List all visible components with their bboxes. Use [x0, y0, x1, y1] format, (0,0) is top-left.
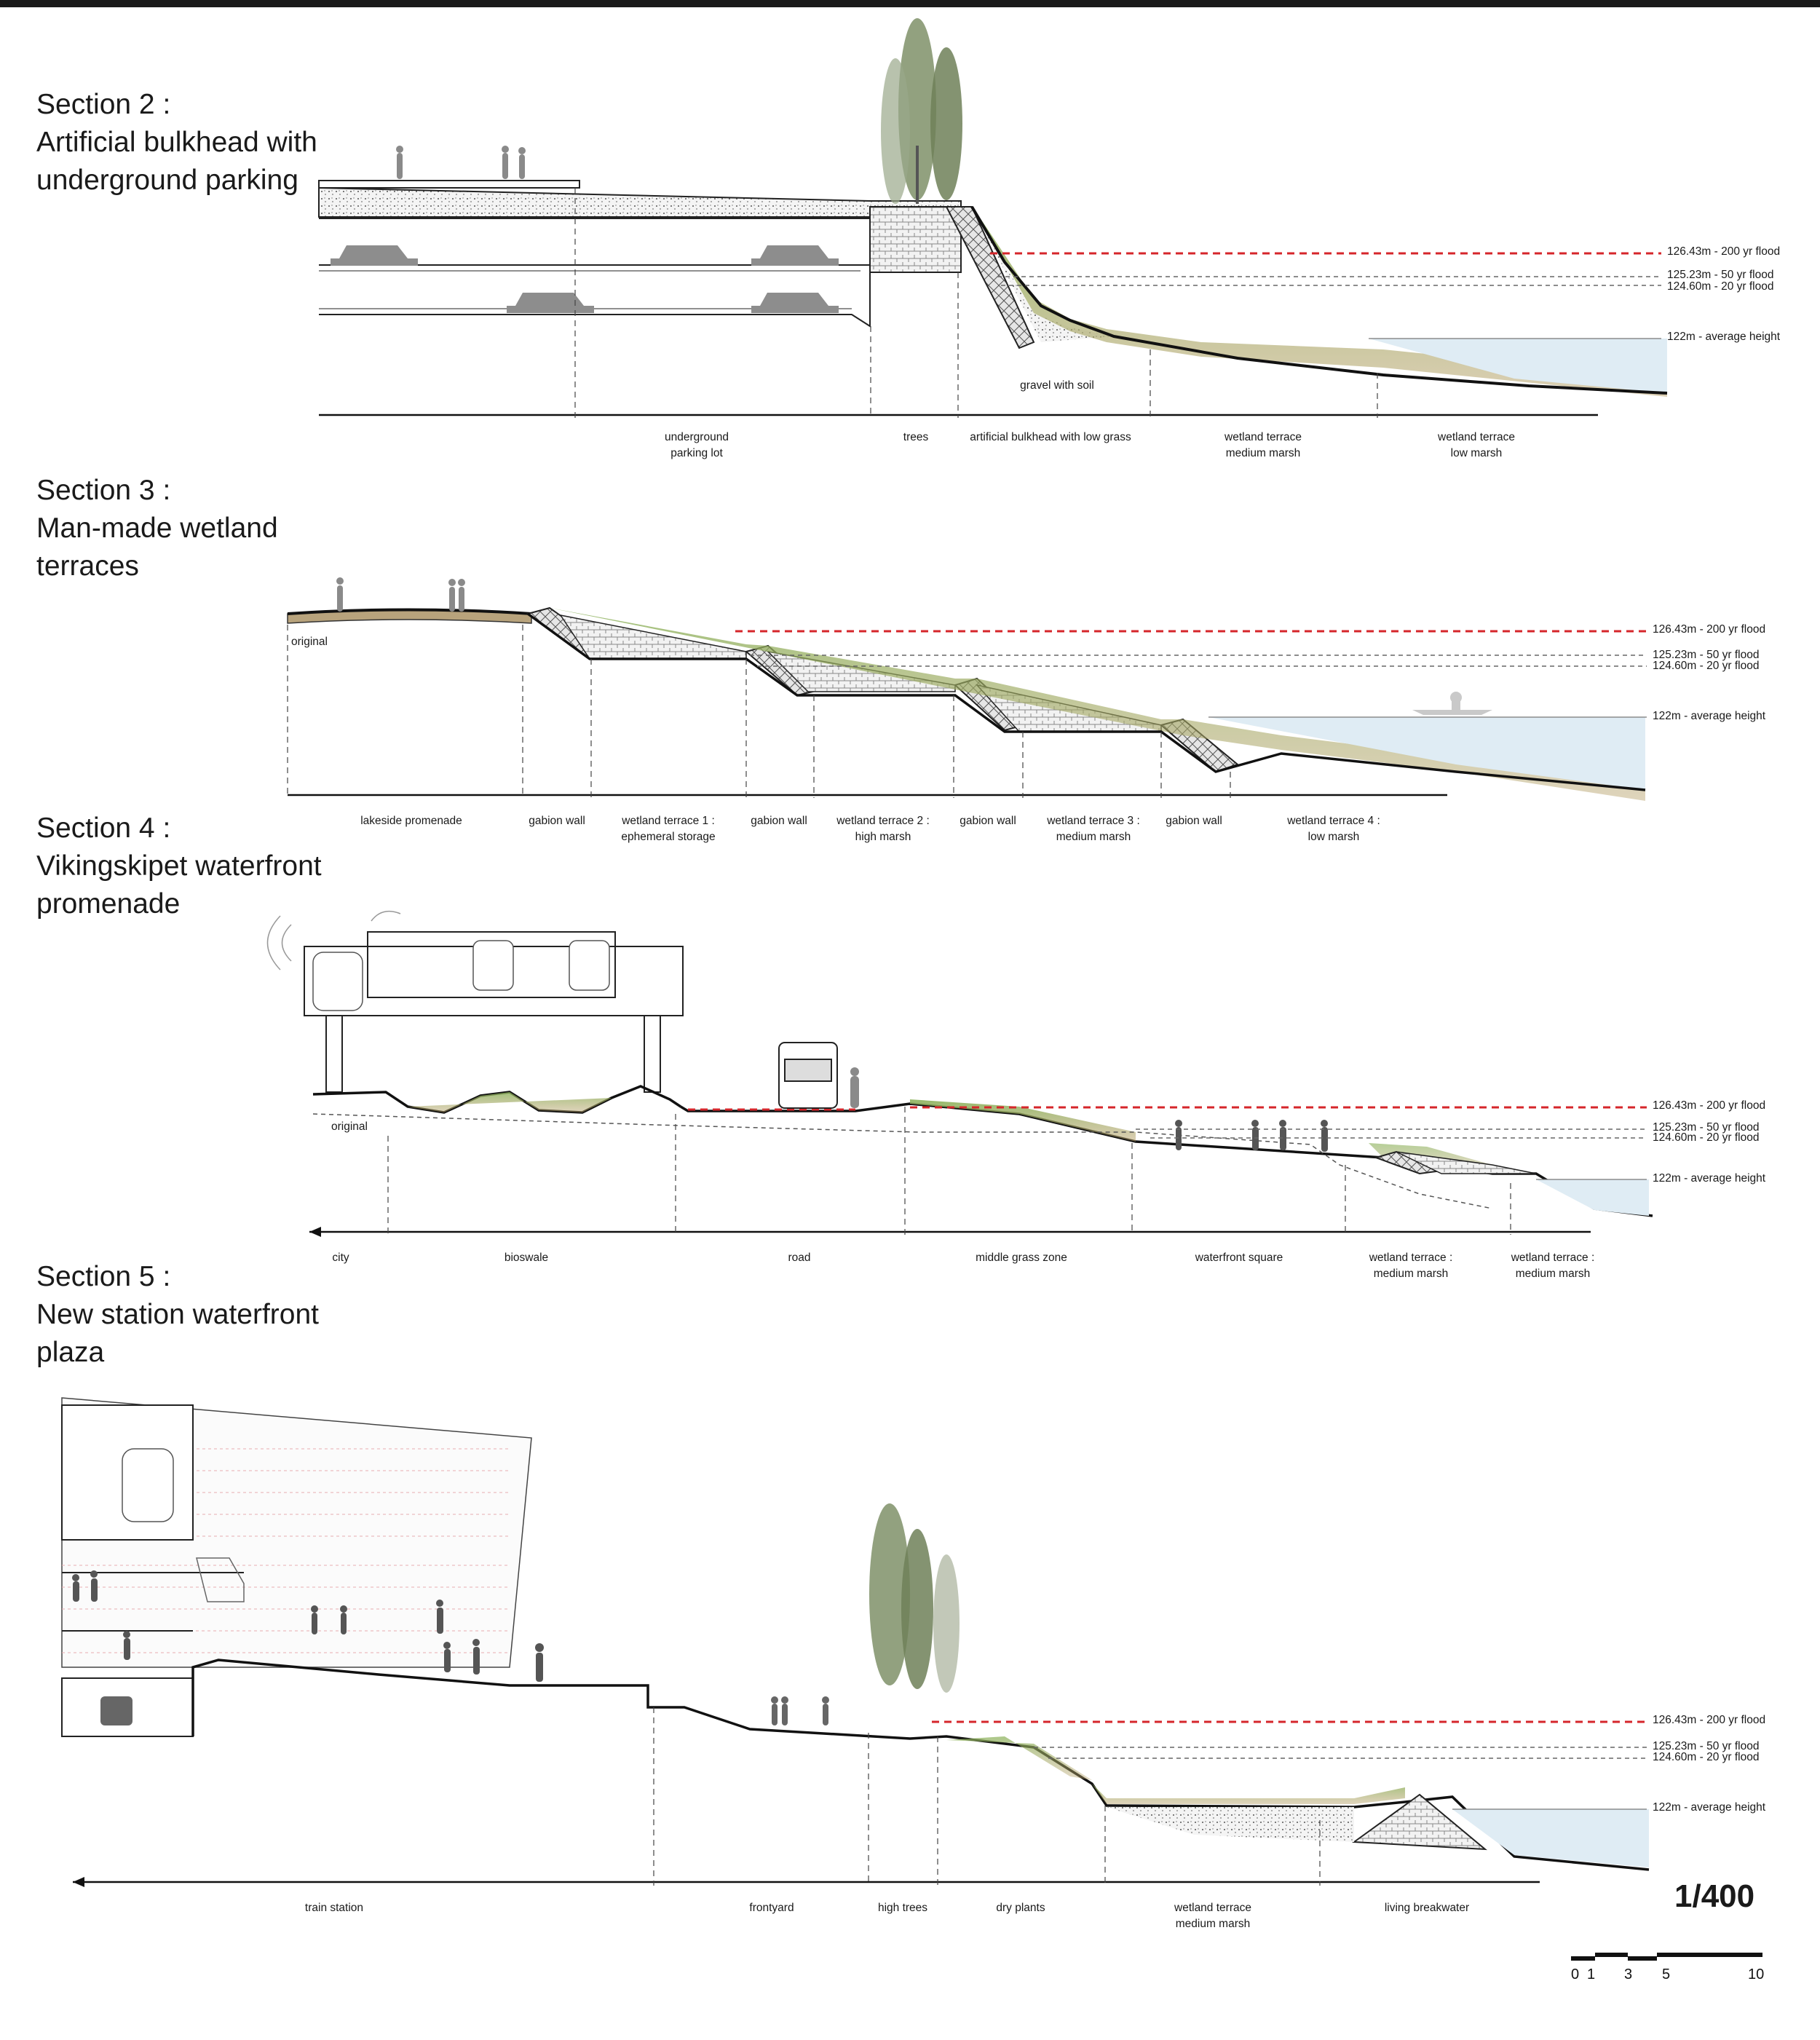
- zone-label: wetland terrace :: [1369, 1252, 1453, 1264]
- section-5-title: Section 5 : New station waterfront plaza: [36, 1261, 320, 1368]
- zone-label: wetland terrace: [1224, 431, 1302, 443]
- people-figures: [771, 1696, 829, 1725]
- zone-label: wetland terrace: [1174, 1902, 1251, 1914]
- dry-plants: [946, 1736, 1092, 1780]
- zone-label: lakeside promenade: [360, 815, 462, 827]
- zone-label: wetland terrace 1 :: [622, 815, 715, 827]
- flood-20-label: 124.60m - 20 yr flood: [1653, 1751, 1760, 1763]
- zone-label: wetland terrace 3 :: [1047, 815, 1140, 827]
- note-gravel: gravel with soil: [1020, 379, 1094, 392]
- zone-label: wetland terrace 2 :: [836, 815, 930, 827]
- zone-label: medium marsh: [1373, 1268, 1449, 1280]
- people-figures: [1175, 1120, 1328, 1152]
- scale-tick: 3: [1624, 1966, 1633, 1982]
- flood-20-label: 124.60m - 20 yr flood: [1653, 1131, 1760, 1144]
- flood-50-label: 125.23m - 50 yr flood: [1653, 649, 1760, 661]
- flood-50-label: 125.23m - 50 yr flood: [1653, 1740, 1760, 1752]
- section-4-title: Section 4 : Vikingskipet waterfront promenade: [36, 813, 322, 920]
- zone-label: dry plants: [996, 1902, 1045, 1914]
- flood-20-label: 124.60m - 20 yr flood: [1653, 660, 1760, 672]
- zone-label: trees: [903, 431, 929, 443]
- zone-label: high trees: [877, 1902, 928, 1914]
- zone-label: gabion wall: [960, 815, 1016, 827]
- zone-label: artificial bulkhead with low grass: [970, 431, 1131, 443]
- gabion-bulkhead: [946, 207, 1034, 348]
- zone-label: underground: [665, 431, 729, 443]
- section-3-drawing: [0, 553, 1820, 859]
- roof-terrace: [319, 181, 579, 188]
- flood-50-label: 125.23m - 50 yr flood: [1653, 1121, 1760, 1134]
- average-height-label: 122m - average height: [1667, 331, 1781, 343]
- pillar: [644, 1016, 660, 1092]
- zone-label: gabion wall: [529, 815, 585, 827]
- tree-icon: [869, 1503, 960, 1693]
- zone-label: low marsh: [1450, 447, 1503, 459]
- zone-label: gabion wall: [751, 815, 807, 827]
- zone-label: parking lot: [670, 447, 723, 459]
- water-body: [1452, 1809, 1649, 1867]
- section-2-drawing: [0, 0, 1820, 481]
- zone-label: frontyard: [749, 1902, 794, 1914]
- zone-label: road: [788, 1252, 811, 1264]
- arrow-left-icon: [309, 1227, 321, 1237]
- bus-icon: [779, 1043, 837, 1108]
- tree-icon: [881, 18, 962, 204]
- zone-label: high marsh: [855, 831, 911, 843]
- section-3-title: Section 3 : Man-made wetland terraces: [36, 475, 278, 582]
- zone-label: middle grass zone: [976, 1252, 1067, 1264]
- average-height-label: 122m - average height: [1653, 1172, 1766, 1185]
- scale-bar: [1571, 1953, 1764, 1982]
- flood-50-label: 125.23m - 50 yr flood: [1667, 269, 1774, 281]
- water-body: [1208, 717, 1645, 790]
- people-figures: [396, 146, 526, 179]
- zone-label: waterfront square: [1195, 1252, 1283, 1264]
- arrow-left-icon: [73, 1877, 84, 1887]
- zone-label: medium marsh: [1056, 831, 1131, 843]
- scale-ratio: 1/400: [1674, 1878, 1755, 1914]
- zone-label: medium marsh: [1515, 1268, 1591, 1280]
- section-2-title: Section 2 : Artificial bulkhead with underground parking: [36, 89, 317, 196]
- section-4-drawing: [0, 888, 1820, 1296]
- note-original: original: [291, 636, 328, 648]
- zone-label: medium marsh: [1175, 1918, 1251, 1930]
- zone-label: gabion wall: [1166, 815, 1222, 827]
- living-breakwater: [1354, 1795, 1485, 1849]
- people-figures: [336, 577, 465, 612]
- average-height-label: 122m - average height: [1653, 1801, 1766, 1814]
- scale-tick: 5: [1662, 1966, 1671, 1982]
- flood-20-label: 124.60m - 20 yr flood: [1667, 280, 1774, 293]
- zone-label: wetland terrace 4 :: [1287, 815, 1380, 827]
- zone-dividers: [654, 1707, 1320, 1886]
- tree-planter: [870, 207, 961, 272]
- zone-dividers: [388, 1107, 1511, 1235]
- zone-label: city: [332, 1252, 349, 1264]
- scale-tick: 1: [1587, 1966, 1596, 1982]
- scale-tick: 0: [1571, 1966, 1580, 1982]
- zone-label: train station: [304, 1902, 364, 1914]
- section-5-drawing: [0, 1383, 1820, 1951]
- zone-label: wetland terrace :: [1511, 1252, 1595, 1264]
- water-body: [1536, 1179, 1649, 1216]
- terrace-fill: [561, 615, 1161, 732]
- gravel-cover: [319, 188, 961, 217]
- flood-200-label: 126.43m - 200 yr flood: [1653, 1714, 1766, 1726]
- zone-label: bioswale: [504, 1252, 549, 1264]
- people-figures: [850, 1067, 859, 1108]
- kayak-icon: [1412, 692, 1492, 715]
- train-icon: [122, 1449, 173, 1522]
- flood-200-label: 126.43m - 200 yr flood: [1653, 623, 1766, 636]
- average-height-label: 122m - average height: [1653, 710, 1766, 722]
- zone-label: living breakwater: [1384, 1902, 1470, 1914]
- marsh-grass: [550, 608, 1645, 801]
- pillar: [326, 1016, 342, 1092]
- flood-200-label: 126.43m - 200 yr flood: [1653, 1099, 1766, 1112]
- flood-200-label: 126.43m - 200 yr flood: [1667, 245, 1781, 258]
- zone-label: wetland terrace: [1438, 431, 1515, 443]
- zone-label: low marsh: [1307, 831, 1360, 843]
- zone-label: ephemeral storage: [621, 831, 716, 843]
- scale-tick: 10: [1748, 1966, 1764, 1982]
- car-icon: [100, 1696, 132, 1725]
- note-original: original: [331, 1120, 368, 1133]
- zone-label: medium marsh: [1225, 447, 1301, 459]
